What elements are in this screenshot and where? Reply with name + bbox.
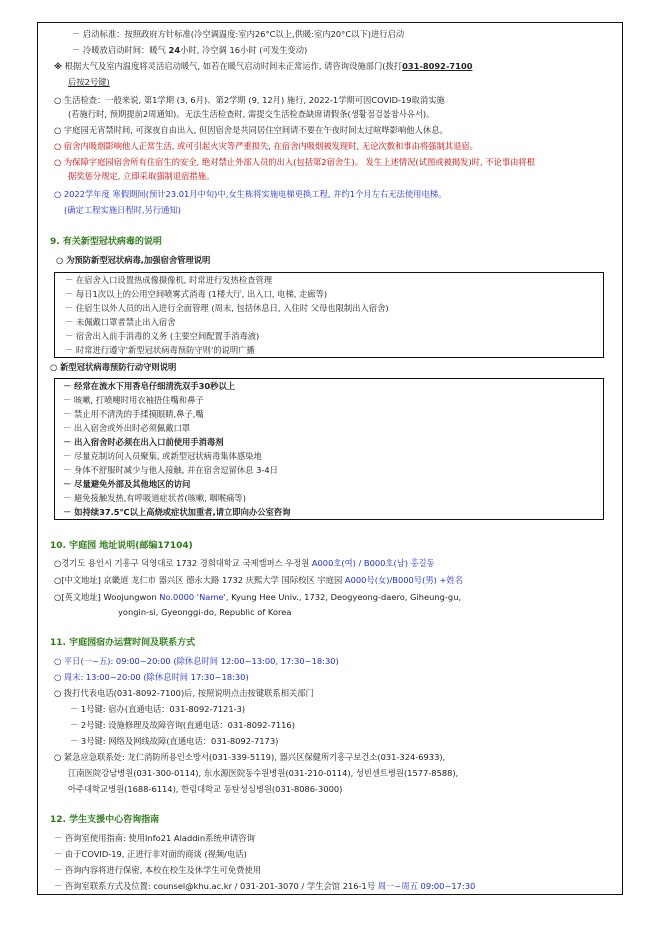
box2-item: － 如持续37.5℃以上高烧或症状加重者,请立即向办公室咨询	[63, 507, 291, 517]
management-box	[54, 272, 604, 358]
heating-note-cont: 后按2号键)	[68, 77, 110, 87]
weekend-hours: ○ 周末: 13:00~20:00 (除休息时间 17:30~18:30)	[54, 672, 249, 682]
life-inspection-cont: (若施行时, 预期提前2周通知)。无法生活检查时, 需提交生活检查缺席请假条(생활점검불참사유서)。	[68, 109, 435, 119]
outsider-rule: ○ 为保障宇庭园宿舍所有住宿生的安全, 绝对禁止外部人员的出入(包括第2宿舍生)。 发生上述情况(试图或被揭发)时, 不论事由将根	[54, 157, 536, 167]
box1-item: － 宿舍出入前手消毒的义务 (主要空间配置手消毒液)	[65, 331, 260, 341]
section-9-title: 9. 有关新型冠状病毒的说明	[50, 237, 162, 247]
main-phone: ○ 拨打代表电话(031-8092-7100)后, 按照说明点击按键联系相关部门	[54, 688, 314, 698]
rules-box	[54, 378, 604, 520]
outsider-rule-cont: 据奖惩分规定, 立即采取强制退宿措施。	[68, 171, 215, 181]
box1-item: － 每日1次以上的公用空间喷雾式消毒 (1楼大厅, 出入口, 电梯, 走廊等)	[65, 289, 328, 299]
counsel-contact: － 咨询室联系方式及位置: counsel@khu.ac.kr / 031-201-3070 / 学生会馆 216-1号 周一~周五 09:00~17:30	[54, 881, 476, 891]
box2-item: － 身体不舒服时减少与他人接触, 并在宿舍逗留休息 3-4日	[63, 465, 278, 475]
address-english-cont: yongin-si, Gyeonggi-do, Republic of Korea	[118, 607, 292, 617]
box1-item: － 住宿生以外人员的出入进行全面管理 (周末, 包括休息日, 入住时 父母也限制出入宿舍)	[65, 303, 389, 313]
life-inspection: ○ 生活检查：一般来说, 第1学期 (3, 6月)、第2学期 (9, 12月) 施行, 2022-1学期可因COVID-19取消实施	[54, 95, 445, 105]
heating-note: ※ 根据大气及室内温度将灵活启动暖气, 如若在暖气启动时间未正常运作, 请咨询设施部门(拨打031-8092-7100	[54, 61, 473, 71]
box2-item: － 避免接触发热,有呼吸道症状者(咳嗽, 咽喉痛等)	[63, 493, 246, 503]
key-2: － 2号键: 设施修理及故障咨询(直通电话：031-8092-7116)	[70, 720, 295, 730]
emergency-contacts: ○ 紧急应急联系处: 龙仁消防所용인소방서(031-339-5119), 器兴区保健所기흥구보건소(031-324-6933),	[54, 752, 446, 762]
emergency-contacts-2: 江南医院강남병원(031-300-0114), 东水源医院동수원병원(031-210-0114), 성빈센트병원(1577-8588),	[68, 768, 459, 778]
prevention-rules-heading: ○ 新型冠状病毒预防行动守则说明	[50, 362, 177, 372]
box2-item: － 禁止用不清洗的手揉摸眼睛,鼻子,嘴	[63, 409, 204, 419]
box2-item: － 经常在流水下用香皂仔细清洗双手30秒以上	[63, 381, 236, 391]
box2-item: － 尽量克制访问人员聚集, 或新型冠状病毒集体感染地	[63, 451, 262, 461]
box2-item: － 出入宿舍时必须在出入口前使用手消毒剂	[63, 437, 224, 447]
weekday-hours: ○ 平日(一~五): 09:00~20:00 (除休息时间 12:00~13:00, 17:30~18:30)	[54, 656, 339, 666]
note-mark: ※	[54, 61, 63, 71]
curfew-note: ○ 宇庭园无宵禁时间, 可深夜自由出入, 但因宿舍是共同居住空间请不要在午夜时间太过喧哗影响他人休息。	[54, 125, 448, 135]
key-1: － 1号键: 宿办(直通电话：031-8092-7121-3)	[70, 704, 246, 714]
address-english: ○[英文地址] Woojungwon No.0000 'Name', Kyung Hee Univ., 1732, Deogyeong-daero, Giheung-gu,	[54, 592, 462, 602]
counsel-covid: － 由于COVID-19, 正进行非对面的商谈 (视频/电话)	[54, 849, 247, 859]
section-11-title: 11. 宇庭园宿办运营时间及联系方式	[50, 638, 196, 648]
box1-item: － 在宿舍入口设置热成像摄像机, 时常进行发热检查管理	[65, 275, 273, 285]
smoking-rule: ○ 宿舍内吸烟影响他人正常生活, 或可引起火灾等严重损失, 在宿舍内吸烟被发现时, 无论次数和事由将强制其退宿。	[54, 141, 478, 151]
address-korean: ○경기도 용인시 기흥구 덕영대로 1732 경희대학교 국제캠퍼스 우정원 A000호(여) / B000호(남) 홍길동	[54, 558, 435, 568]
key-3: － 3号键: 网络及网线故障(直通电话：031-8092-7173)	[70, 736, 279, 746]
elevator-notice-cont: (确定工程实施日程时,另行通知)	[64, 205, 181, 215]
counsel-guide: － 咨询室使用指南: 使用Info21 Aladdin系统申请咨询	[54, 833, 255, 843]
heating-start-time: － 冷暖放启动时间：暖气 24小时, 冷空调 16小时 (可发生变动)	[72, 45, 308, 55]
box1-item: － 未佩戴口罩者禁止出入宿舍	[65, 317, 176, 327]
facility-phone: 031-8092-7100	[402, 61, 473, 71]
prevention-management-heading: ○ 为预防新型冠状病毒,加强宿舍管理说明	[56, 255, 211, 265]
counsel-privacy: － 咨询内容将进行保密, 本校在校生及休学生可免费使用	[54, 865, 262, 875]
heating-start-standard: － 启动标准：按照政府方针标准(冷空调温度:室内26°C以上,供暖:室内20°C以下)进行启动	[72, 29, 405, 39]
address-chinese: ○[中文地址] 京畿道 龙仁市 器兴区 德永大路 1732 庆熙大学 国际校区 宇庭园 A000号(女)/B000号(男) +姓名	[54, 575, 464, 585]
elevator-notice: ○ 2022学年度 寒假期间(预计23.01月中旬)中,女生栋将实施电梯更换工程, 并约1个月左右无法使用电梯。	[54, 189, 447, 199]
emergency-contacts-3: 아주대학교병원(1688-6114), 한림대학교 동탄성심병원(031-8086-3000)	[68, 784, 343, 794]
box1-item: － 时常进行遵守'新型冠状病毒预防守则'的说明广播	[65, 345, 255, 355]
box2-item: － 咳嗽, 打喷嚏时用衣袖捂住嘴和鼻子	[63, 395, 204, 405]
section-12-title: 12. 学生支援中心咨询指南	[50, 815, 160, 825]
box2-item: － 尽量避免外部及其他地区的访问	[63, 479, 191, 489]
box2-item: － 出入宿舍或外出时必须佩戴口罩	[63, 423, 191, 433]
section-10-title: 10. 宇庭园 地址说明(邮编17104)	[50, 541, 193, 551]
